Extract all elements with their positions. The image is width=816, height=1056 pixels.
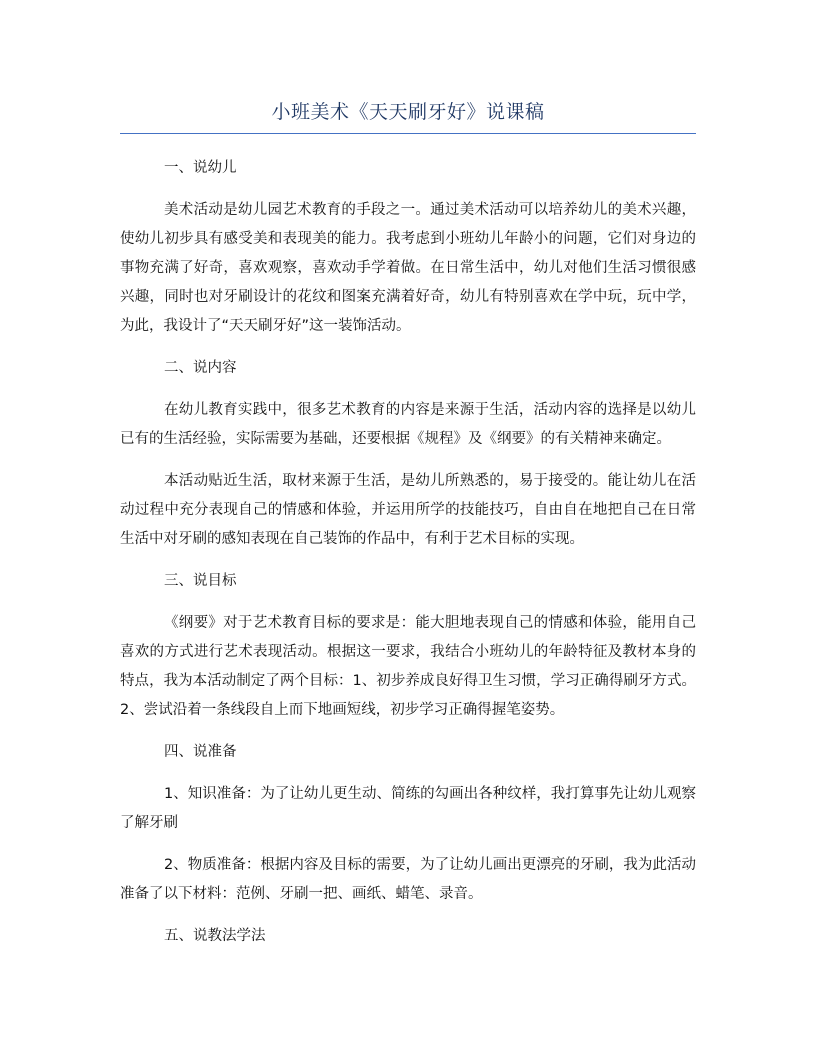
section-heading: 五、说教法学法 xyxy=(164,928,266,944)
section-heading: 三、说目标 xyxy=(164,573,237,589)
paragraph: 2、物质准备：根据内容及目标的需要，为了让幼儿画出更漂亮的牙刷，我为此活动准备了以下材料：范例、牙刷一把、画纸、蜡笔、录音。 xyxy=(120,857,696,902)
title-underline xyxy=(120,133,696,134)
document-body xyxy=(120,154,696,964)
section-2 xyxy=(120,354,696,554)
paragraph: 1、知识准备：为了让幼儿更生动、简练的勾画出各种纹样，我打算事先让幼儿观察了解牙刷 xyxy=(120,786,696,831)
paragraph: 《纲要》对于艺术教育目标的要求是：能大胆地表现自己的情感和体验，能用自己喜欢的方式进行艺术表现活动。根据这一要求，我结合小班幼儿的年龄特征及教材本身的特点，我为本活动制定了两个目标：1、初步养成良好得卫生习惯，学习正确得刷牙方式。2、尝试沿着一条线段自上而下地画短线，初步学习正确得握笔姿势。 xyxy=(120,615,696,718)
section-heading: 一、说幼儿 xyxy=(164,160,237,176)
section-3 xyxy=(120,567,696,725)
section-5 xyxy=(120,922,696,951)
paragraph: 美术活动是幼儿园艺术教育的手段之一。通过美术活动可以培养幼儿的美术兴趣，使幼儿初步具有感受美和表现美的能力。我考虑到小班幼儿年龄小的问题，它们对身边的事物充满了好奇，喜欢观察，喜欢动手学着做。在日常生活中，幼儿对他们生活习惯很感兴趣，同时也对牙刷设计的花纹和图案充满着好奇，幼儿有特别喜欢在学中玩，玩中学，为此，我设计了“天天刷牙好”这一装饰活动。 xyxy=(120,202,696,334)
paragraph: 本活动贴近生活，取材来源于生活，是幼儿所熟悉的，易于接受的。能让幼儿在活动过程中充分表现自己的情感和体验，并运用所学的技能技巧，自由自在地把自己在日常生活中对牙刷的感知表现在自己装饰的作品中，有利于艺术目标的实现。 xyxy=(120,473,696,547)
document-title: 小班美术《天天刷牙好》说课稿 xyxy=(271,101,545,123)
section-heading: 二、说内容 xyxy=(164,360,237,376)
paragraph: 在幼儿教育实践中，很多艺术教育的内容是来源于生活，活动内容的选择是以幼儿已有的生活经验，实际需要为基础，还要根据《规程》及《纲要》的有关精神来确定。 xyxy=(120,402,696,447)
section-heading: 四、说准备 xyxy=(164,744,237,760)
section-1 xyxy=(120,154,696,341)
section-4 xyxy=(120,738,696,909)
